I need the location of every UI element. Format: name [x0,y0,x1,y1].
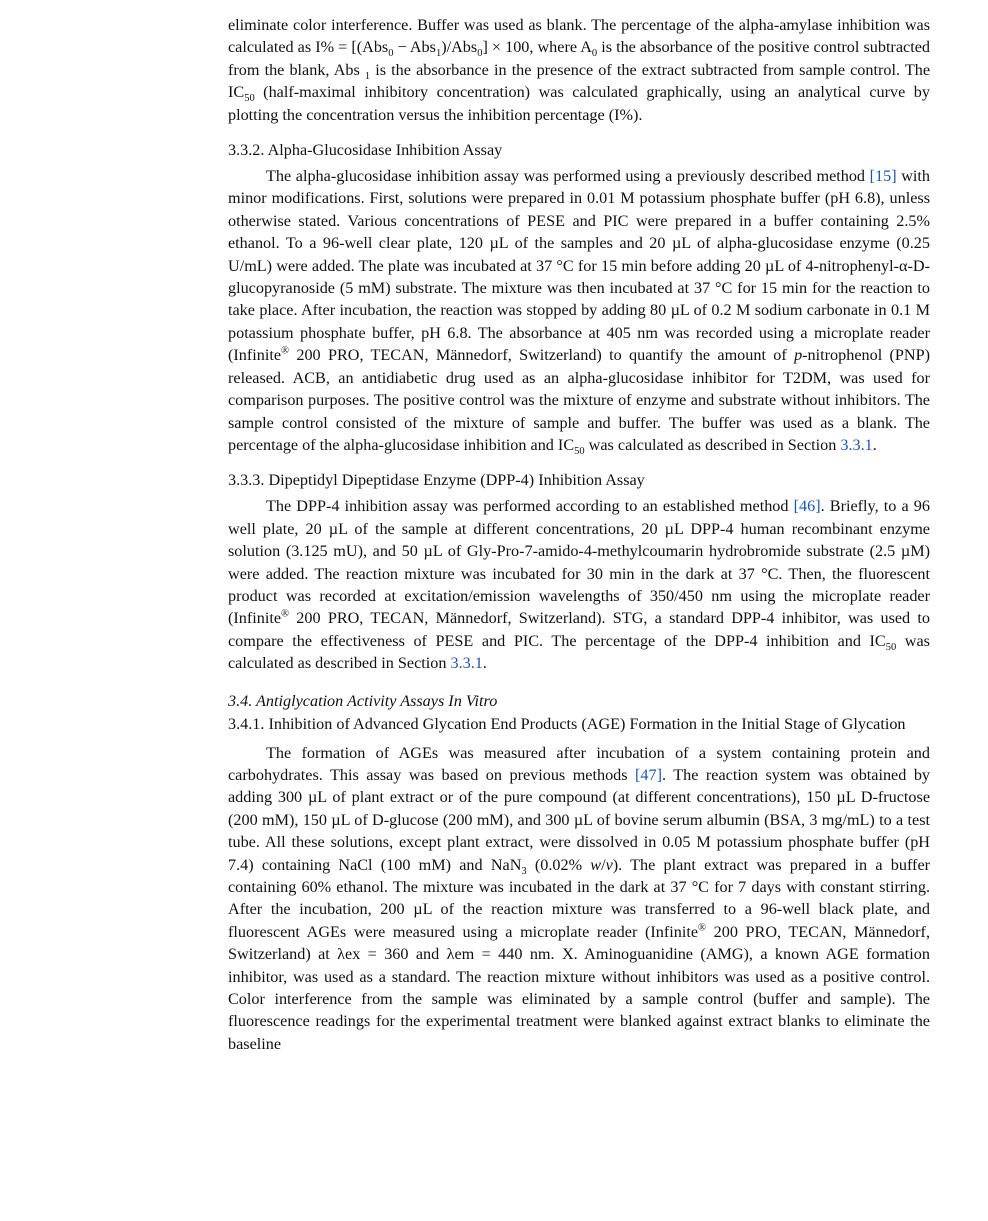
page-body [228,14,930,1055]
section-3-3-3-heading: 3.3.3. Dipeptidyl Dipeptidase Enzyme (DPP-4) Inhibition Assay [228,471,645,490]
section-3-4-1-heading: 3.4.1. Inhibition of Advanced Glycation End Products (AGE) Formation in the Initial Stage of Glycation [228,714,906,733]
section-link[interactable]: 3.3.1 [450,654,483,673]
section-link[interactable]: 3.3.1 [840,435,873,454]
section-3-3-3-paragraph: The DPP-4 inhibition assay was performed according to an established method [46]. Briefly, to a 96 well plate, 20 µL of the sample at different concentrations, 20 µL DPP-4 human recombinant enzyme solution (3.125 mU), and 50 µL of Gly-Pro-7-amido-4-methylcoumarin hydrobromide substrate (2.5 µM) were added. The reaction mixture was incubated for 30 min in the dark at 37 °C. Then, the fluorescent product was recorded at excitation/emission wavelengths of 350/450 nm using the microplate reader (Infinite® 200 PRO, TECAN, Männedorf, Switzerland). STG, a standard DPP-4 inhibitor, was used to compare the effectiveness of PESE and PIC. The percentage of the DPP-4 inhibition and $IC_{50}$ was calculated as described in Section 3.3.1. [228,497,930,673]
citation-link[interactable]: [47] [635,765,663,784]
section-3-3-2-paragraph: The alpha-glucosidase inhibition assay was performed using a previously described method [15] with minor modifications. First, solutions were prepared in 0.01 M potassium phosphate buffer (pH 6.8), unless otherwise stated. Various concentrations of PESE and PIC were prepared in a buffer containing 2.5% ethanol. To a 96-well clear plate, 120 µL of the samples and 20 µL of alpha-glucosidase enzyme (0.25 U/mL) were added. The plate was incubated at 37 °C for 15 min before adding 20 µL of 4-nitrophenyl-α-D-glucopyranoside (5 mM) substrate. The mixture was then incubated at 37 °C for 15 min for the reaction to take place. After incubation, the reaction was stopped by adding 80 µL of 0.2 M sodium carbonate in 0.1 M potassium phosphate buffer, pH 6.8. The absorbance at 405 nm was recorded using a microplate reader (Infinite® 200 PRO, TECAN, Männedorf, Switzerland) to quantify the amount of p-nitrophenol (PNP) released. ACB, an antidiabetic drug used as an alpha-glucosidase inhibitor for T2DM, was used for comparison purposes. The positive control was the mixture of enzyme and substrate without inhibitors. The sample control consisted of the mixture of sample and buffer. The buffer was used as a blank. The percentage of the alpha-glucosidase inhibition and $IC_{50}$ was calculated as described in Section 3.3.1. [228,167,930,458]
section-3-4-heading: 3.4. Antiglycation Activity Assays In Vitro [228,691,498,710]
citation-link[interactable]: [46] [793,497,821,516]
section-3-3-2-heading: 3.3.2. Alpha-Glucosidase Inhibition Assay [228,141,503,160]
intro-paragraph: eliminate color interference. Buffer was used as blank. The percentage of the alpha-amylase inhibition was calculated as I% = [(Abs$_0$ − Abs$_1$)/Abs$_0$] × 100, where $A_0$ is the absorbance of the positive control subtracted from the blank, Abs $_1$ is the absorbance in the presence of the extract subtracted from sample control. The $IC_{50}$ (half-maximal inhibitory concentration) was calculated graphically, using an analytical curve by plotting the concentration versus the inhibition percentage (I%). [228,16,931,124]
citation-link[interactable]: [15] [869,167,897,186]
section-3-4-1-paragraph: The formation of AGEs was measured after incubation of a system containing protein and carbohydrates. This assay was based on previous methods [47]. The reaction system was obtained by adding 300 µL of plant extract or of the pure compound (at different concentrations), 150 µL D-fructose (200 mM), 150 µL of D-glucose (200 mM), and 300 µL of bovine serum albumin (BSA, 3 mg/mL) to a test tube. All these solutions, except plant extract, were dissolved in 0.05 M potassium phosphate buffer (pH 7.4) containing NaCl (100 mM) and NaN$_3$ (0.02% w/v). The plant extract was prepared in a buffer containing 60% ethanol. The mixture was incubated in the dark at 37 °C for 7 days with constant stirring. After the incubation, 200 µL of the reaction mixture was transferred to a 96-well black plate, and fluorescent AGEs were measured using a microplate reader (Infinite® 200 PRO, TECAN, Männedorf, Switzerland) at λex = 360 and λem = 440 nm. X. Aminoguanidine (AMG), a known AGE formation inhibitor, was used as a standard. The reaction mixture without inhibitors was used as a positive control. Color interference from the sample was eliminated by a sample control (buffer and sample). The fluorescence readings for the experimental treatment were blanked against extract blanks to eliminate the baseline [228,743,931,1053]
